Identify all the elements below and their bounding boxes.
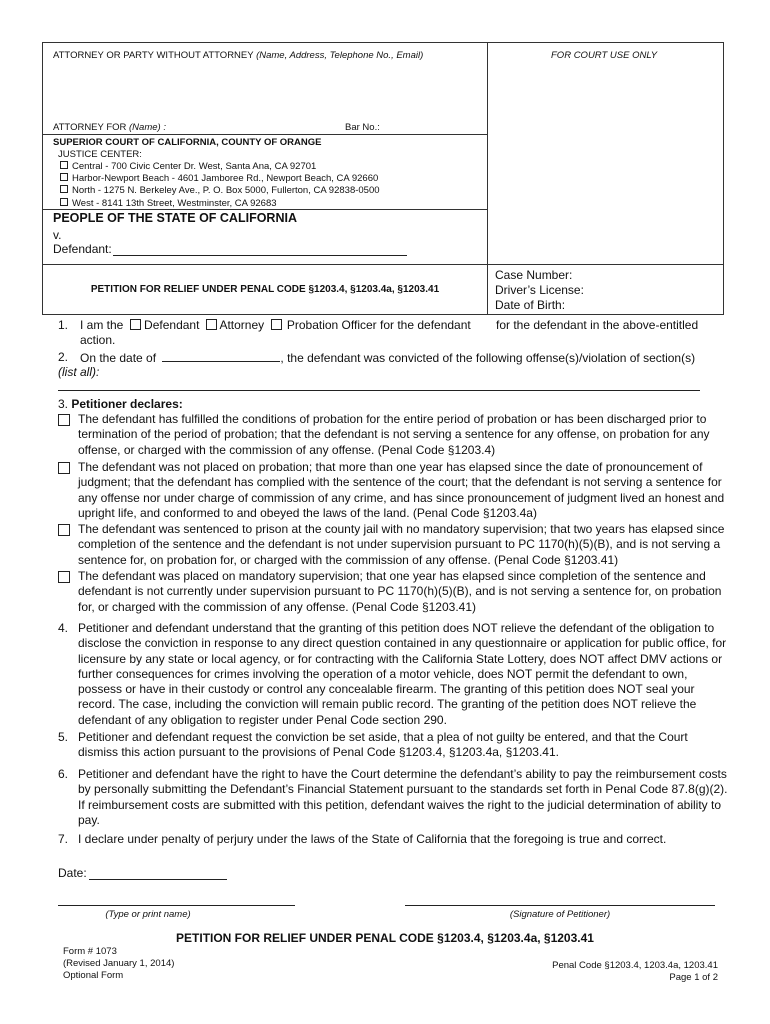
people-heading: PEOPLE OF THE STATE OF CALIFORNIA (53, 211, 297, 225)
conviction-date-field[interactable] (162, 350, 280, 362)
center-label: North - 1275 N. Berkeley Ave., P. O. Box 5000, Fullerton, CA 92838-0500 (72, 185, 380, 197)
attorney-for-text: ATTORNEY FOR (53, 122, 127, 133)
item7-number: 7. (58, 832, 69, 846)
item6-number: 6. (58, 767, 69, 781)
declaration-1203-4: The defendant has fulfilled the conditions of probation for the entire period of probation or has been discharged prior to termination of the period of probation; that the defendant is not serving a sentence for any offense, on probation for any offense, or charged with the commission of any offense. (Penal Code §1203.4) (78, 412, 710, 457)
center-label: West - 8141 13th Street, Westminster, CA 92683 (72, 197, 277, 209)
court-use-box (487, 42, 724, 265)
item2-text-a: On the date of (80, 351, 157, 365)
item1-action: action. (80, 333, 116, 347)
item2-list-label: (list all): (58, 365, 100, 379)
case-number-label: Case Number: (495, 268, 573, 282)
item3-label: Petitioner declares: (71, 397, 183, 411)
attorney-label-italic: (Name, Address, Telephone No., Email) (256, 50, 424, 61)
declaration-1203-4-checkbox[interactable] (58, 414, 70, 426)
form-revised: (Revised January 1, 2014) (63, 958, 175, 969)
item3-heading (58, 397, 183, 412)
item1-row (80, 318, 471, 333)
bar-no-field[interactable] (396, 120, 484, 133)
dob-label: Date of Birth: (495, 298, 566, 312)
item3-number: 3. (58, 397, 69, 411)
defendant-checkbox[interactable] (130, 319, 141, 330)
item1-number: 1. (58, 318, 69, 332)
versus-label: v. (53, 228, 62, 242)
attorney-checkbox[interactable] (206, 319, 217, 330)
center-label: Central - 700 Civic Center Dr. West, Santa Ana, CA 92701 (72, 161, 317, 172)
declaration-1203-41-supervision: The defendant was placed on mandatory supervision; that one year has elapsed since completion of the sentence and defendant is not currently under supervision pursuant to PC 1170(h)(5)(B), and is not serving a sentence for, on probation for, or charged with the commission of any offense. (Penal Code §1203.41) (78, 569, 722, 614)
declaration-1203-41-supervision-checkbox[interactable] (58, 571, 70, 583)
declaration-1203-41-prison-checkbox[interactable] (58, 524, 70, 536)
item7-text: I declare under penalty of perjury under the laws of the State of California that the foregoing is true and correct. (78, 832, 667, 846)
center-checkbox[interactable] (60, 185, 68, 193)
footer-title: PETITION FOR RELIEF UNDER PENAL CODE §1203.4, §1203.4a, §1203.41 (176, 931, 594, 945)
defendant-option-label: Defendant (144, 318, 200, 332)
form-number: Form # 1073 (63, 946, 117, 957)
center-checkbox[interactable] (60, 161, 68, 169)
attorney-for-field[interactable] (180, 120, 335, 133)
court-use-label: FOR COURT USE ONLY (551, 50, 658, 61)
justice-center-label: JUSTICE CENTER: (58, 149, 142, 160)
date-label: Date: (58, 866, 87, 880)
page-number: Page 1 of 2 (669, 972, 718, 983)
center-option-west[interactable] (60, 198, 380, 210)
attorney-label-text: ATTORNEY OR PARTY WITHOUT ATTORNEY (53, 50, 254, 61)
form-info (63, 946, 174, 982)
center-checkbox[interactable] (60, 198, 68, 206)
center-option-north[interactable] (60, 185, 380, 197)
bar-no-label: Bar No.: (345, 122, 380, 133)
item2-text-b: , the defendant was convicted of the following offense(s)/violation of section(s) (280, 351, 696, 365)
form-optional: Optional Form (63, 970, 124, 981)
footer-penal-code: Penal Code §1203.4, 1203.4a, 1203.41 (552, 960, 718, 971)
offense-list-field[interactable] (58, 378, 700, 391)
signature-caption: (Signature of Petitioner) (509, 909, 611, 920)
signature-line[interactable] (405, 893, 715, 906)
defendant-label: Defendant: (53, 242, 112, 256)
center-option-central[interactable] (60, 161, 380, 173)
attorney-for-label (53, 122, 166, 134)
item2-number: 2. (58, 350, 69, 364)
item2-row (80, 350, 695, 366)
item4-text: Petitioner and defendant understand that the granting of this petition does NOT relieve the defendant of the obligation to disclose the conviction in response to any direct question contained in any questionnaire or application for public office, for licensure by any state or local agency, or for contracting with the California State Lottery, does NOT affect DMV actions or further consequences for crimes involving the operation of a motor vehicle, does NOT permit the defendant to own, possess or have in their custody or control any concealable firearm. The granting of this petition does NOT seal your record. The case, including the conviction will remain public record. The granting of the petition does NOT relieve the defendant of any obligation to register under Penal Code section 290. (78, 621, 727, 727)
item1-tail: for the defendant in the above-entitled (496, 318, 699, 332)
defendant-name-line[interactable] (113, 242, 407, 256)
attorney-info-field[interactable] (50, 64, 480, 118)
item5-text: Petitioner and defendant request the conviction be set aside, that a plea of not guilty be entered, and that the Court dismiss this action pursuant to the provisions of Penal Code §1203.4, §1203.4a, §1203.41. (78, 730, 688, 760)
court-name: SUPERIOR COURT OF CALIFORNIA, COUNTY OF ORANGE (53, 137, 322, 148)
item4-number: 4. (58, 621, 69, 635)
printed-name-line[interactable] (58, 893, 295, 906)
petition-title: PETITION FOR RELIEF UNDER PENAL CODE §1203.4, §1203.4a, §1203.41 (90, 284, 440, 295)
probation-officer-checkbox[interactable] (271, 319, 282, 330)
declaration-1203-4a: The defendant was not placed on probation; that more than one year has elapsed since the date of pronouncement of judgment; that the defendant has complied with the sentence of the court; that the defendant is not serving a sentence for any offense nor under charge of commission of any crime, and has since pronouncement of judgment lived an honest and upright life, and conformed to and obeyed the laws of the land. (Penal Code §1203.4a) (78, 460, 725, 520)
probation-officer-option-label: Probation Officer for the defendant (286, 318, 471, 332)
center-option-harbor[interactable] (60, 173, 380, 185)
attorney-for-italic: (Name) : (129, 122, 166, 133)
item6-text: Petitioner and defendant have the right to have the Court determine the defendant’s ability to pay the reimbursement costs by personally submitting the Defendant’s Financial Statement pursuant to the standards set forth in Penal Code 87.8(g)(2). If reimbursement costs are submitted with this petition, defendant waives the right to the judicial determination of ability to pay. (78, 767, 728, 827)
center-checkbox[interactable] (60, 173, 68, 181)
type-name-caption: (Type or print name) (105, 909, 191, 920)
footer-right (470, 960, 718, 984)
date-field[interactable] (89, 866, 227, 880)
item5-number: 5. (58, 730, 69, 744)
attorney-option-label: Attorney (219, 318, 265, 332)
item1-prefix: I am the (80, 318, 124, 332)
attorney-label (53, 50, 423, 62)
center-label: Harbor-Newport Beach - 4601 Jamboree Rd., Newport Beach, CA 92660 (72, 173, 379, 185)
declaration-1203-4a-checkbox[interactable] (58, 462, 70, 474)
drivers-license-label: Driver’s License: (495, 283, 584, 297)
justice-center-list (60, 161, 380, 210)
declaration-1203-41-prison: The defendant was sentenced to prison at the county jail with no mandatory supervision; that two years has elapsed since completion of the sentence and the defendant is not under supervision pursuant to PC 1170(h)(5)(B), and is not serving a sentence for, on probation for, or charged with the commission of any offense. (Penal Code §1203.41) (78, 522, 725, 567)
